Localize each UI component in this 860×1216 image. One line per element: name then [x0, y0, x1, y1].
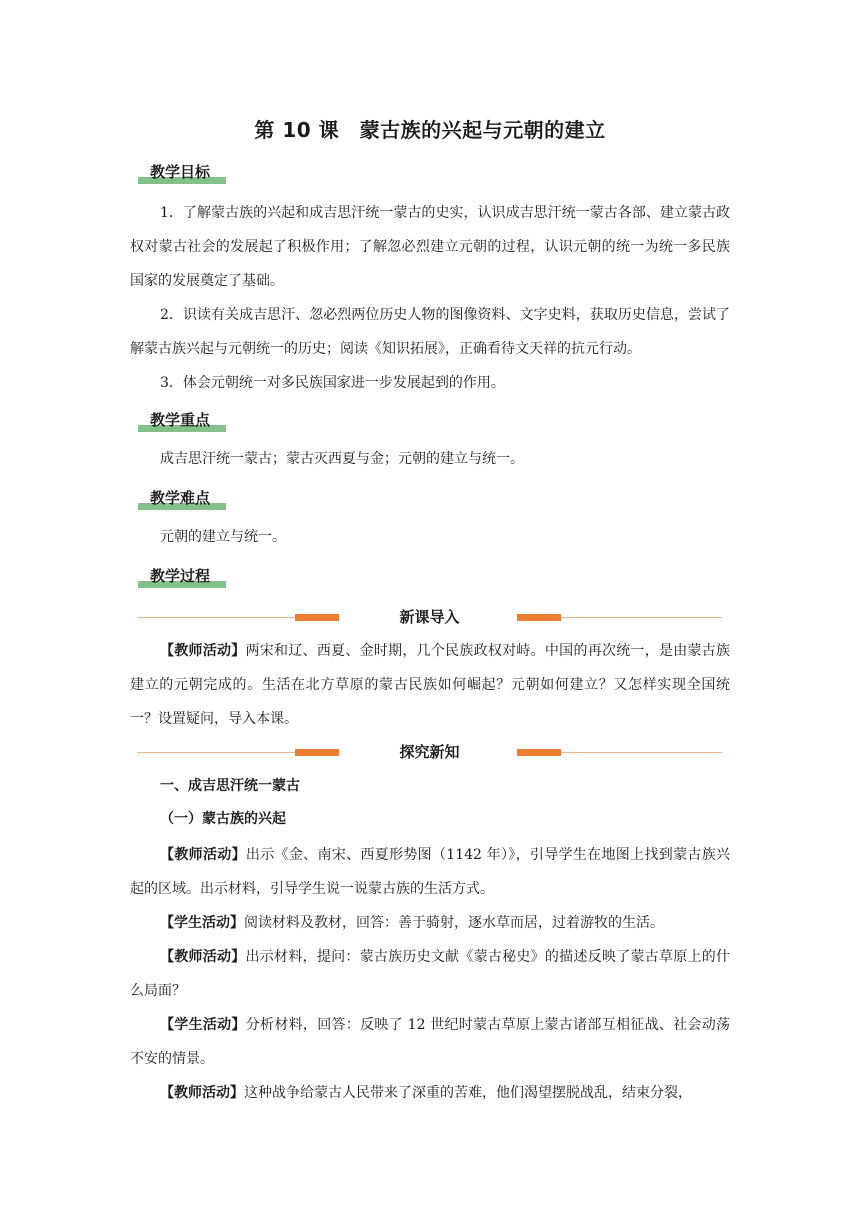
objective-item-2: 2．识读有关成吉思汗、忽必烈两位历史人物的图像资料、文字史料，获取历史信息，尝试了解蒙古族兴起与元朝统一的历史；阅读《知识拓展》，正确看待文天祥的抗元行动。 [130, 307, 730, 357]
activity-paragraph: 【学生活动】阅读材料及教材，回答：善于骑射，逐水草而居，过着游牧的生活。 [160, 915, 664, 931]
section-heading-objectives: 教学目标 [138, 162, 220, 184]
section-heading-key-points: 教学重点 [138, 410, 220, 432]
divider-label: 新课导入 [399, 608, 460, 626]
section-heading-difficulties: 教学难点 [138, 488, 220, 510]
divider-explore [137, 741, 722, 765]
divider-intro [137, 606, 722, 630]
activity-paragraph: 【教师活动】这种战争给蒙古人民带来了深重的苦难，他们渴望摆脱战乱，结束分裂， [160, 1085, 692, 1101]
role-label: 【学生活动】 [160, 1017, 246, 1033]
objective-item-1: 1．了解蒙古族的兴起和成吉思汗统一蒙古的史实，认识成吉思汗统一蒙古各部、建立蒙古政权对蒙古社会的发展起了积极作用；了解忽必烈建立元朝的过程，认识元朝的统一为统一多民族国家的发展奠定了基础。 [130, 205, 730, 289]
difficulties-text: 元朝的建立与统一。 [160, 529, 286, 545]
section-heading-process: 教学过程 [138, 566, 220, 588]
subheading-level-1: 一、成吉思汗统一蒙古 [160, 778, 300, 794]
intro-paragraph: 【教师活动】两宋和辽、西夏、金时期，几个民族政权对峙。中国的再次统一，是由蒙古族建立的元朝完成的。生活在北方草原的蒙古民族如何崛起？元朝如何建立？又怎样实现全国统一？设置疑问，导入本课。 [130, 643, 731, 727]
divider-label: 探究新知 [399, 743, 460, 761]
role-label: 【教师活动】 [160, 1085, 244, 1101]
activity-paragraph: 【学生活动】分析材料，回答：反映了 12 世纪时蒙古草原上蒙古诸部互相征战、社会动荡不安的情景。 [130, 1017, 731, 1067]
activity-paragraph: 【教师活动】出示《金、南宋、西夏形势图（1142 年）》，引导学生在地图上找到蒙古族兴起的区域。出示材料，引导学生说一说蒙古族的生活方式。 [130, 847, 731, 897]
role-label: 【教师活动】 [160, 949, 246, 965]
objective-item-3: 3．体会元朝统一对多民族国家进一步发展起到的作用。 [160, 375, 505, 391]
role-label: 【教师活动】 [160, 847, 246, 863]
key-points-text: 成吉思汗统一蒙古；蒙古灭西夏与金；元朝的建立与统一。 [160, 451, 524, 467]
role-label: 【学生活动】 [160, 915, 244, 931]
page-title: 第 10 课 蒙古族的兴起与元朝的建立 [254, 118, 606, 142]
role-label: 【教师活动】 [160, 643, 246, 659]
subheading-level-2: （一）蒙古族的兴起 [160, 811, 286, 827]
activity-paragraph: 【教师活动】出示材料，提问：蒙古族历史文献《蒙古秘史》的描述反映了蒙古草原上的什么局面？ [130, 949, 731, 999]
